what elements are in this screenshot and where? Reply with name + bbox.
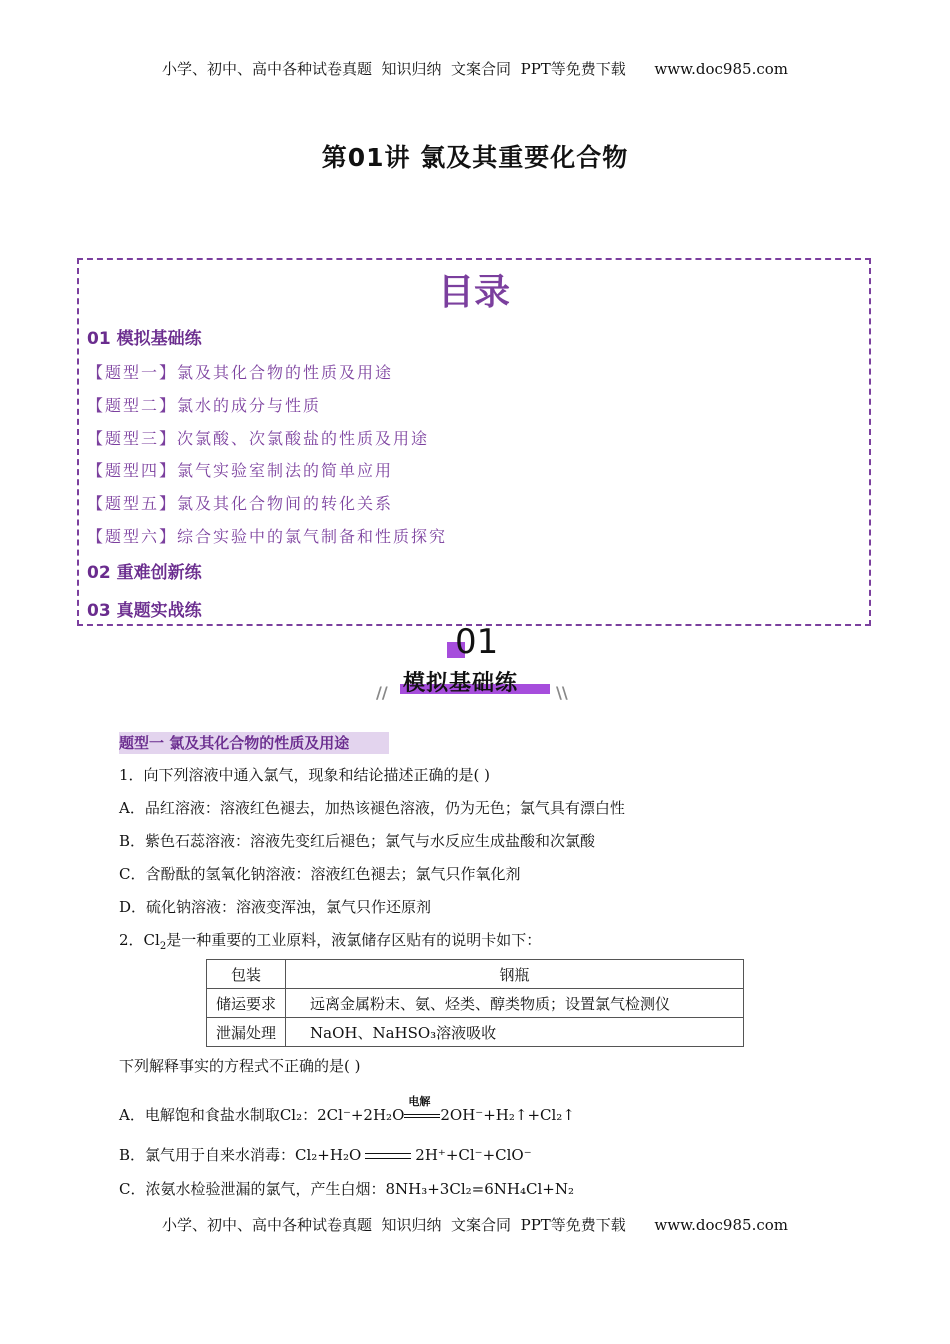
electrolysis-label: 电解 <box>408 1095 431 1108</box>
q1-option-b: B．紫色石蕊溶液：溶液先变红后褪色；氯气与水反应生成盐酸和次氯酸 <box>119 832 596 850</box>
banner-left-deco: // <box>376 683 388 702</box>
toc-item-type6[interactable]: 【题型六】综合实验中的氯气制备和性质探究 <box>87 527 448 546</box>
q2-option-a <box>119 1095 575 1125</box>
chlorine-spec-table <box>206 959 744 1047</box>
q2-option-a-left: A．电解饱和食盐水制取Cl₂：2Cl⁻+2H₂O <box>119 1106 405 1124</box>
type-heading <box>119 732 389 754</box>
banner-right-deco: \\ <box>556 683 568 702</box>
reversible-arrow-icon <box>365 1150 411 1162</box>
toc-item-type2[interactable]: 【题型二】氯水的成分与性质 <box>87 396 322 415</box>
q2-ask: 下列解释事实的方程式不正确的是( ) <box>119 1057 361 1075</box>
type-heading-text: 题型一 氯及其化合物的性质及用途 <box>119 734 350 752</box>
banner-label: 模拟基础练 <box>403 671 519 696</box>
toc-section-02[interactable]: 02 重难创新练 <box>87 563 202 583</box>
table-cell-value: 钢瓶 <box>286 960 744 989</box>
q1-option-c: C．含酚酞的氢氧化钠溶液：溶液红色褪去；氯气只作氧化剂 <box>119 865 521 883</box>
table-row <box>207 960 744 989</box>
toc-item-type5[interactable]: 【题型五】氯及其化合物间的转化关系 <box>87 494 394 513</box>
q1-option-d: D．硫化钠溶液：溶液变浑浊，氯气只作还原剂 <box>119 898 432 916</box>
banner-number: 01 <box>455 622 499 662</box>
page-footer: 小学、初中、高中各种试卷真题 知识归纳 文案合同 PPT等免费下载 www.doc985.com <box>161 1216 788 1234</box>
toc-item-type3[interactable]: 【题型三】次氯酸、次氯酸盐的性质及用途 <box>87 429 430 448</box>
electrolysis-equals-sign <box>404 1095 440 1123</box>
q2-option-b-right: 2H⁺+Cl⁻+ClO⁻ <box>415 1146 532 1164</box>
table-cell-value: NaOH、NaHSO₃溶液吸收 <box>286 1018 744 1047</box>
table-row <box>207 989 744 1018</box>
q2-stem-b: 是一种重要的工业原料，液氯储存区贴有的说明卡如下： <box>166 931 542 949</box>
page-header: 小学、初中、高中各种试卷真题 知识归纳 文案合同 PPT等免费下载 www.doc985.com <box>161 60 788 78</box>
q2-option-b <box>119 1144 532 1165</box>
table-cell-key: 泄漏处理 <box>207 1018 286 1047</box>
toc-section-01[interactable]: 01 模拟基础练 <box>87 329 202 349</box>
table-cell-key: 储运要求 <box>207 989 286 1018</box>
toc-title: 目录 <box>437 272 510 313</box>
table-cell-key: 包装 <box>207 960 286 989</box>
q2-option-c: C．浓氨水检验泄漏的氯气，产生白烟：8NH₃+3Cl₂=6NH₄Cl+N₂ <box>119 1180 574 1198</box>
table-cell-value: 远离金属粉末、氨、烃类、醇类物质；设置氯气检测仪 <box>286 989 744 1018</box>
page-title: 第01讲 氯及其重要化合物 <box>321 143 629 172</box>
toc-item-type4[interactable]: 【题型四】氯气实验室制法的简单应用 <box>87 461 394 480</box>
toc-section-03[interactable]: 03 真题实战练 <box>87 601 202 621</box>
q2-stem <box>119 929 541 952</box>
q2-option-b-left: B．氯气用于自来水消毒：Cl₂+H₂O <box>119 1146 362 1164</box>
table-row <box>207 1018 744 1047</box>
table-of-contents <box>77 258 871 626</box>
q1-option-a: A．品红溶液：溶液红色褪去，加热该褪色溶液，仍为无色；氯气具有漂白性 <box>119 799 625 817</box>
toc-item-type1[interactable]: 【题型一】氯及其化合物的性质及用途 <box>87 363 394 382</box>
q2-stem-sub: 2 <box>159 941 167 952</box>
q2-option-a-right: 2OH⁻+H₂↑+Cl₂↑ <box>440 1106 575 1124</box>
q2-stem-a: 2．Cl <box>119 931 160 949</box>
q1-stem: 1．向下列溶液中通入氯气，现象和结论描述正确的是( ) <box>119 766 491 784</box>
